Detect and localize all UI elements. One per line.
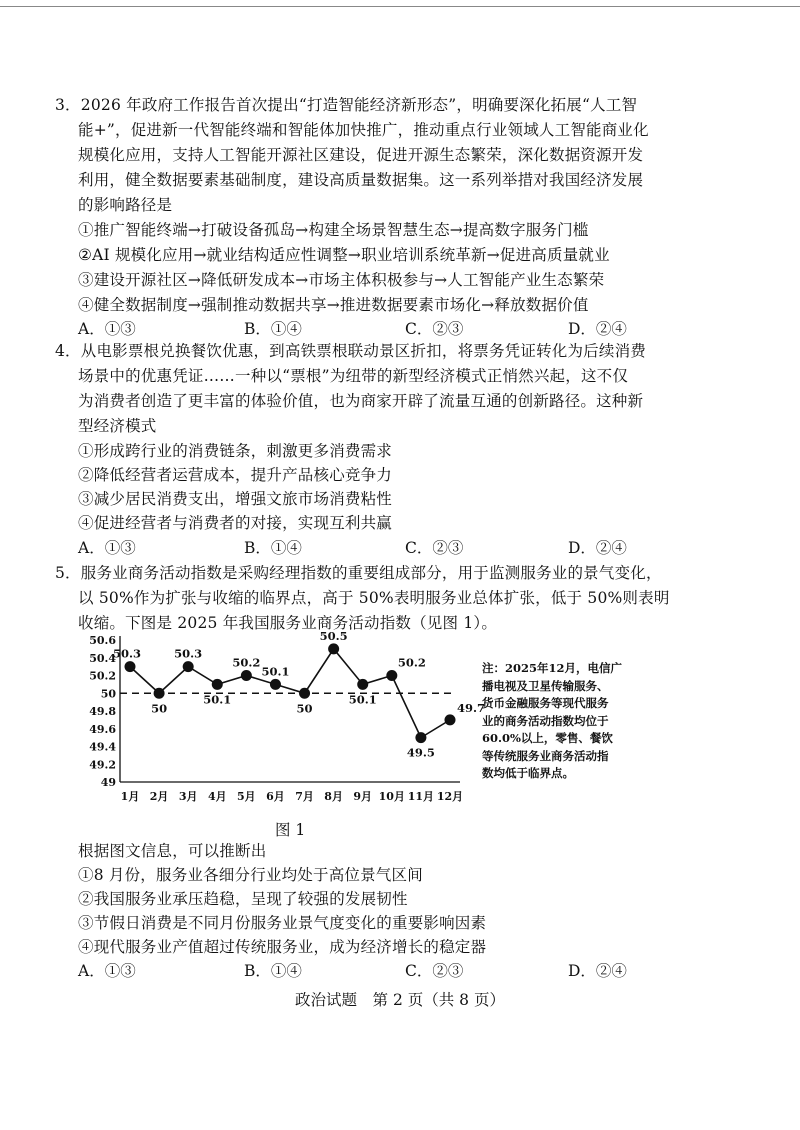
q4-item-2: ②降低经营者运营成本，提升产品核心竞争力	[78, 466, 393, 484]
chart-note	[482, 660, 682, 783]
q5-item-4: ④现代服务业产值超过传统服务业，成为经济增长的稳定器	[78, 938, 487, 956]
line-chart	[80, 628, 486, 810]
q3-line: 能+”，促进新一代智能终端和智能体加快推广，推动重点行业领域人工智能商业化	[78, 121, 649, 139]
y-tick-label: 50.6	[89, 634, 116, 647]
x-tick-label: 7月	[295, 790, 314, 803]
data-point	[212, 679, 223, 690]
data-label: 50.3	[174, 646, 203, 661]
q4-line: 型经济模式	[78, 417, 157, 435]
q3-item-1: ①推广智能终端→打破设备孤岛→构建全场景智慧生态→提高数字服务门槛	[78, 221, 589, 239]
note-line: 货币金融服务等现代服务	[482, 696, 609, 710]
y-tick-label: 49	[100, 776, 116, 789]
data-point	[415, 732, 426, 743]
x-tick-label: 1月	[120, 790, 140, 803]
data-label: 49.7	[457, 700, 486, 715]
data-label: 49.5	[406, 745, 435, 760]
data-point	[328, 643, 339, 654]
q4-line: 为消费者创造了更丰富的体验价值，也为商家开辟了流量互通的创新路径。这种新	[78, 392, 644, 410]
data-point	[183, 661, 194, 672]
q4-line: 4．从电影票根兑换餐饮优惠，到高铁票根联动景区折扣，将票务凭证转化为后续消费	[55, 342, 646, 360]
data-label: 50.1	[203, 692, 232, 707]
note-line: 注：2025年12月，电信广	[482, 661, 623, 675]
q4-option-d: D．②④	[568, 539, 627, 557]
q3-item-4: ④健全数据制度→强制推动数据共享→推进数据要素市场化→释放数据价值	[78, 296, 589, 314]
data-label: 50.2	[232, 655, 261, 670]
q3-line: 3．2026 年政府工作报告首次提出“打造智能经济新形态”，明确要深化拓展“人工智	[55, 96, 638, 114]
q3-option-d: D．②④	[568, 320, 627, 338]
q5-item-1: ①8 月份，服务业各细分行业均处于高位景气区间	[78, 866, 423, 884]
q3-option-a: A．①③	[78, 320, 136, 338]
q4-item-1: ①形成跨行业的消费链条，刺激更多消费需求	[78, 442, 393, 460]
q5-line: 5．服务业商务活动指数是采购经理指数的重要组成部分，用于监测服务业的景气变化，	[55, 564, 662, 582]
x-tick-label: 9月	[353, 790, 373, 803]
data-label: 50	[296, 701, 313, 716]
q5-option-c: C．②③	[405, 962, 464, 980]
q5-option-d: D．②④	[568, 962, 627, 980]
q3-option-c: C．②③	[405, 320, 464, 338]
q4-option-c: C．②③	[405, 539, 464, 557]
q4-item-4: ④促进经营者与消费者的对接，实现互利共赢	[78, 514, 393, 532]
x-tick-label: 4月	[207, 790, 227, 803]
x-tick-label: 8月	[324, 790, 343, 803]
data-label: 50.5	[319, 628, 348, 643]
q5-line: 以 50%作为扩张与收缩的临界点，高于 50%表明服务业总体扩张，低于 50%则表明	[78, 589, 670, 607]
x-tick-label: 5月	[237, 790, 256, 803]
x-tick-label: 11月	[407, 790, 435, 803]
q4-item-3: ③减少居民消费支出，增强文旅市场消费粘性	[78, 490, 393, 508]
note-line: 60.0%以上，零售、餐饮	[482, 731, 613, 745]
data-label: 50.3	[112, 646, 142, 661]
y-tick-label: 50.2	[89, 669, 116, 683]
x-tick-label: 12月	[436, 790, 464, 803]
note-line: 播电视及卫星传输服务、	[482, 678, 609, 693]
q3-item-3: ③建设开源社区→降低研发成本→市场主体积极参与→人工智能产业生态繁荣	[78, 271, 605, 289]
x-tick-label: 6月	[266, 790, 285, 803]
y-tick-label: 50.4	[89, 651, 116, 665]
data-point	[241, 670, 252, 681]
y-tick-label: 49.8	[89, 705, 116, 718]
y-tick-label: 49.4	[89, 740, 116, 754]
x-tick-label: 3月	[178, 790, 198, 803]
x-tick-label: 2月	[149, 790, 169, 803]
note-line: 业的商务活动指数均位于	[482, 713, 609, 728]
q3-line: 的影响路径是	[78, 196, 173, 214]
y-tick-label: 49.2	[89, 758, 116, 772]
y-tick-label: 49.6	[89, 722, 116, 736]
data-label: 50.1	[261, 664, 290, 679]
data-point	[386, 670, 397, 681]
data-point	[154, 688, 165, 699]
data-label: 50.2	[397, 655, 426, 670]
q3-item-2: ②AI 规模化应用→就业结构适应性调整→职业培训系统革新→促进高质量就业	[78, 246, 610, 264]
data-point	[445, 714, 456, 725]
q3-line: 利用，健全数据要素基础制度，建设高质量数据集。这一系列举措对我国经济发展	[78, 171, 644, 189]
q3-line: 规模化应用，支持人工智能开源社区建设，促进开源生态繁荣，深化数据资源开发	[78, 146, 644, 164]
q3-option-b: B．①④	[244, 320, 302, 338]
q5-prompt: 根据图文信息，可以推断出	[78, 842, 267, 860]
note-line: 数均低于临界点。	[482, 766, 574, 780]
top-border	[0, 6, 800, 7]
q5-option-a: A．①③	[78, 962, 136, 980]
data-point	[125, 661, 136, 672]
q5-item-2: ②我国服务业承压趋稳，呈现了较强的发展韧性	[78, 890, 408, 908]
note-line: 等传统服务业商务活动指	[482, 748, 609, 763]
q5-item-3: ③节假日消费是不同月份服务业景气度变化的重要影响因素	[78, 914, 487, 932]
x-tick-label: 10月	[378, 790, 405, 803]
y-tick-label: 50	[100, 687, 116, 701]
figure-caption: 图 1	[275, 821, 306, 839]
data-point	[299, 688, 310, 699]
q5-option-b: B．①④	[244, 962, 302, 980]
q4-option-a: A．①③	[78, 539, 136, 557]
data-label: 50	[151, 701, 168, 716]
q4-option-b: B．①④	[244, 539, 302, 557]
data-point	[270, 679, 281, 690]
data-point	[357, 679, 368, 690]
data-label: 50.1	[348, 692, 377, 707]
q4-line: 场景中的优惠凭证……一种以“票根”为纽带的新型经济模式正悄然兴起，这不仅	[78, 367, 629, 385]
page-footer: 政治试题 第 2 页（共 8 页）	[295, 991, 505, 1009]
q5-line: 收缩。下图是 2025 年我国服务业商务活动指数（见图 1）。	[78, 614, 498, 632]
